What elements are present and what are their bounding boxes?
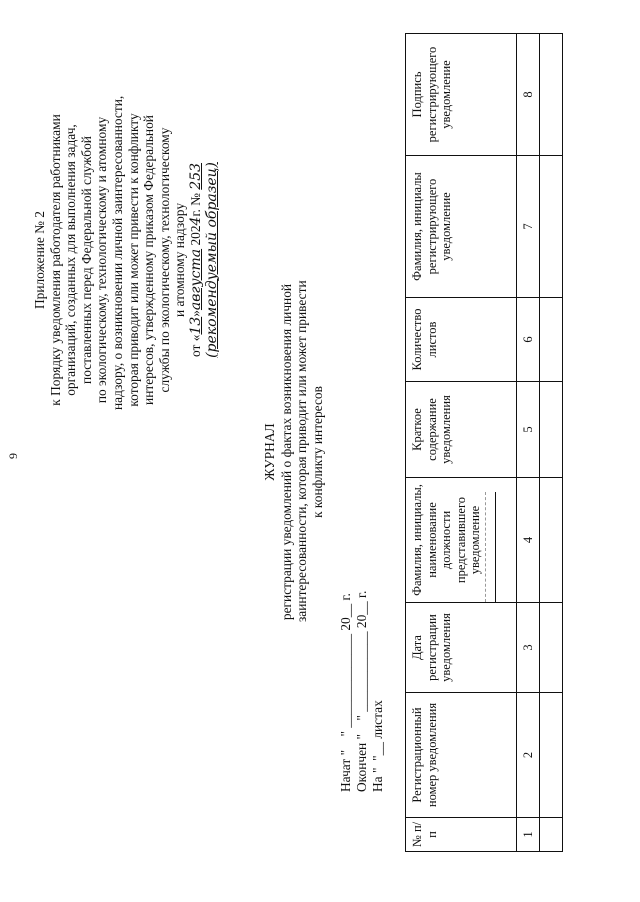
appendix-line: организаций, созданных для выполнения задач, xyxy=(63,124,79,396)
table-cell: 2 xyxy=(517,693,540,818)
column-header: Фамилия, инициалы, наименование должности представившего уведомление xyxy=(406,478,517,603)
order-year-prefix: 202 xyxy=(187,225,203,246)
table-cell xyxy=(540,478,563,603)
column-header: Подпись регистрирующего уведомление xyxy=(406,34,517,156)
journal-subtitle-line: регистрации уведомлений о фактах возникновения личной xyxy=(278,283,294,621)
table-cell: 4 xyxy=(517,478,540,603)
appendix-line: интересов, утвержденному приказом Федеральной xyxy=(141,115,157,405)
meta-started: Начат " " ______________ 20__ г. xyxy=(338,593,353,792)
appendix-block xyxy=(32,95,220,410)
table-cell xyxy=(540,818,563,852)
table-cell: 6 xyxy=(517,298,540,382)
appendix-title: Приложение № 2 xyxy=(32,210,47,310)
table-cell xyxy=(540,298,563,382)
table-header-row xyxy=(406,34,517,852)
order-mid: » xyxy=(187,310,203,317)
table-cell: 8 xyxy=(517,34,540,156)
appendix-line: к Порядку уведомления работодателя работниками xyxy=(47,114,63,406)
journal-title-block xyxy=(262,282,325,622)
journal-subtitle-line: к конфликту интересов xyxy=(309,386,325,518)
sample-note: (рекомендуемый образец) xyxy=(203,162,220,358)
order-month: августа xyxy=(187,248,204,311)
column-header: Регистрационный номер уведомления xyxy=(406,693,517,818)
table-row xyxy=(540,34,563,852)
order-year-digit: 4 xyxy=(187,216,204,226)
appendix-line: службы по экологическому, технологическому xyxy=(156,127,172,393)
order-year-suffix: г. № xyxy=(187,189,203,217)
appendix-line: и атомному надзору xyxy=(172,202,188,318)
column-header: Фамилия, инициалы регистрирующего уведомление xyxy=(406,156,517,298)
order-reference xyxy=(188,110,205,410)
table-cell: 5 xyxy=(517,382,540,478)
order-number: 253 xyxy=(187,162,204,190)
appendix-line: надзору, о возникновении личной заинтересованности, xyxy=(109,95,125,410)
column-header: Количество листов xyxy=(406,298,517,382)
appendix-line: которая приводит или может привести к конфликту xyxy=(125,113,141,407)
table-cell xyxy=(540,603,563,693)
order-prefix: от « xyxy=(187,334,203,358)
table-number-row xyxy=(517,34,540,852)
table-cell xyxy=(540,382,563,478)
order-day: 13 xyxy=(187,316,204,335)
page-number: 9 xyxy=(6,453,20,459)
table-cell: 1 xyxy=(517,818,540,852)
column-header: Краткое содержание уведомления xyxy=(406,382,517,478)
table-cell: 7 xyxy=(517,156,540,298)
journal-subtitle-line: заинтересованности, которая приводит или может привести xyxy=(294,280,310,622)
meta-finished: Окончен " " ____________ 20__ г. xyxy=(354,590,369,792)
journal-heading: ЖУРНАЛ xyxy=(262,423,277,481)
table-cell xyxy=(540,693,563,818)
column-header: Дата регистрации уведомления xyxy=(406,603,517,693)
table-cell: 3 xyxy=(517,603,540,693)
meta-sheets: На " "__ листах xyxy=(370,700,385,792)
appendix-line: поставленных перед Федеральной службой xyxy=(78,136,94,384)
journal-meta xyxy=(338,591,386,792)
table-cell xyxy=(540,156,563,298)
column-header: № п/п xyxy=(406,818,517,852)
journal-table xyxy=(405,33,563,852)
table-cell xyxy=(540,34,563,156)
appendix-line: по экологическому, технологическому и атомному xyxy=(94,116,110,404)
